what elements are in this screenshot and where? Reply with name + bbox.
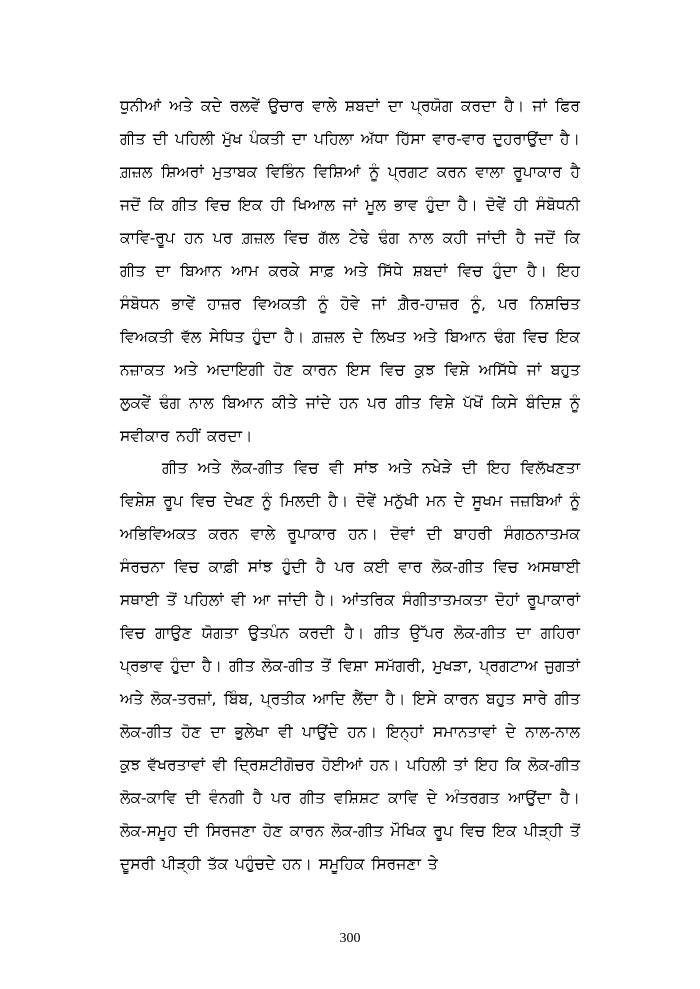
body-paragraph-1: ਧੁਨੀਆਂ ਅਤੇ ਕਦੇ ਰਲਵੇਂ ਉਚਾਰ ਵਾਲੇ ਸ਼ਬਦਾਂ ਦਾ ਪ੍ਰਯੋਗ ਕਰਦਾ ਹੈ। ਜਾਂ ਫਿਰ ਗੀਤ ਦੀ ਪਹਿਲੀ ਮੁੱਖ ਪੰਕਤੀ ਦਾ ਪਹਿਲਾ ਅੱਧਾ ਹਿੱਸਾ ਵਾਰ-ਵਾਰ ਦੁਹਰਾਉਂਦਾ ਹੈ। ਗ਼ਜ਼ਲ ਸ਼ਿਅਰਾਂ ਮੁਤਾਬਕ ਵਿਭਿੰਨ ਵਿਸ਼ਿਆਂ ਨੂੰ ਪ੍ਰਗਟ ਕਰਨ ਵਾਲਾ ਰੂਪਾਕਾਰ ਹੈ ਜਦੋਂ ਕਿ ਗੀਤ ਵਿਚ ਇਕ ਹੀ ਖਿਆਲ ਜਾਂ ਮੂਲ ਭਾਵ ਹੁੰਦਾ ਹੈ। ਦੋਵੇਂ ਹੀ ਸੰਬੋਧਨੀ ਕਾਵਿ-ਰੂਪ ਹਨ ਪਰ ਗ਼ਜ਼ਲ ਵਿਚ ਗੱਲ ਟੇਢੇ ਢੰਗ ਨਾਲ ਕਹੀ ਜਾਂਦੀ ਹੈ ਜਦੋਂ ਕਿ ਗੀਤ ਦਾ ਬਿਆਨ ਆਮ ਕਰਕੇ ਸਾਫ਼ ਅਤੇ ਸਿੱਧੇ ਸ਼ਬਦਾਂ ਵਿਚ ਹੁੰਦਾ ਹੈ। ਇਹ ਸੰਬੋਧਨ ਭਾਵੇਂ ਹਾਜ਼ਰ ਵਿਅਕਤੀ ਨੂੰ ਹੋਵੇ ਜਾਂ ਗ਼ੈਰ-ਹਾਜ਼ਰ ਨੂੰ, ਪਰ ਨਿਸ਼ਚਿਤ ਵਿਅਕਤੀ ਵੱਲ ਸੇਧਿਤ ਹੁੰਦਾ ਹੈ। ਗ਼ਜ਼ਲ ਦੇ ਲਿਖਤ ਅਤੇ ਬਿਆਨ ਢੰਗ ਵਿਚ ਇਕ ਨਜ਼ਾਕਤ ਅਤੇ ਅਦਾਇਗੀ ਹੋਣ ਕਾਰਨ ਇਸ ਵਿਚ ਕੁਝ ਵਿਸ਼ੇ ਅਸਿੱਧੇ ਜਾਂ ਬਹੁਤ ਲੁਕਵੇਂ ਢੰਗ ਨਾਲ ਬਿਆਨ ਕੀਤੇ ਜਾਂਦੇ ਹਨ ਪਰ ਗੀਤ ਵਿਸ਼ੇ ਪੱਖੋਂ ਕਿਸੇ ਬੰਦਿਸ਼ ਨੂੰ ਸਵੀਕਾਰ ਨਹੀਂ ਕਰਦਾ। — [120, 97, 580, 445]
page-number: 300 — [339, 931, 361, 946]
body-paragraph-2: ਗੀਤ ਅਤੇ ਲੋਕ-ਗੀਤ ਵਿਚ ਵੀ ਸਾਂਝ ਅਤੇ ਨਖੇੜੇ ਦੀ ਇਹ ਵਿਲੱਖਣਤਾ ਵਿਸ਼ੇਸ਼ ਰੂਪ ਵਿਚ ਦੇਖਣ ਨੂੰ ਮਿਲਦੀ ਹੈ। ਦੋਵੇਂ ਮਨੁੱਖੀ ਮਨ ਦੇ ਸੂਖਮ ਜਜ਼ਬਿਆਂ ਨੂੰ ਅਭਿਵਿਅਕਤ ਕਰਨ ਵਾਲੇ ਰੂਪਾਕਾਰ ਹਨ। ਦੋਵਾਂ ਦੀ ਬਾਹਰੀ ਸੰਗਠਨਾਤਮਕ ਸੰਰਚਨਾ ਵਿਚ ਕਾਫ਼ੀ ਸਾਂਝ ਹੁੰਦੀ ਹੈ ਪਰ ਕਈ ਵਾਰ ਲੋਕ-ਗੀਤ ਵਿਚ ਅਸਥਾਈ ਸਥਾਈ ਤੋਂ ਪਹਿਲਾਂ ਵੀ ਆ ਜਾਂਦੀ ਹੈ। ਆਂਤਰਿਕ ਸੰਗੀਤਾਤਮਕਤਾ ਦੋਹਾਂ ਰੂਪਾਕਾਰਾਂ ਵਿਚ ਗਾਉਣ ਯੋਗਤਾ ਉਤਪੰਨ ਕਰਦੀ ਹੈ। ਗੀਤ ਉੱਪਰ ਲੋਕ-ਗੀਤ ਦਾ ਗਹਿਰਾ ਪ੍ਰਭਾਵ ਹੁੰਦਾ ਹੈ। ਗੀਤ ਲੋਕ-ਗੀਤ ਤੋਂ ਵਿਸ਼ਾ ਸਮੱਗਰੀ, ਮੁਖੜਾ, ਪ੍ਰਗਟਾਅ ਜੁਗਤਾਂ ਅਤੇ ਲੋਕ-ਤਰਜ਼ਾਂ, ਬਿੰਬ, ਪ੍ਰਤੀਕ ਆਦਿ ਲੈਂਦਾ ਹੈ। ਇਸੇ ਕਾਰਨ ਬਹੁਤ ਸਾਰੇ ਗੀਤ ਲੋਕ-ਗੀਤ ਹੋਣ ਦਾ ਭੁਲੇਖਾ ਵੀ ਪਾਉਂਦੇ ਹਨ। ਇਨ੍ਹਾਂ ਸਮਾਨਤਾਵਾਂ ਦੇ ਨਾਲ-ਨਾਲ ਕੁਝ ਵੱਖਰਤਾਵਾਂ ਵੀ ਦ੍ਰਿਸ਼ਟੀਗੋਚਰ ਹੋਈਆਂ ਹਨ। ਪਹਿਲੀ ਤਾਂ ਇਹ ਕਿ ਲੋਕ-ਗੀਤ ਲੋਕ-ਕਾਵਿ ਦੀ ਵੰਨਗੀ ਹੈ ਪਰ ਗੀਤ ਵਸ਼ਿਸ਼ਟ ਕਾਵਿ ਦੇ ਅੰਤਰਗਤ ਆਉਂਦਾ ਹੈ। ਲੋਕ-ਸਮੂਹ ਦੀ ਸਿਰਜਣਾ ਹੋਣ ਕਾਰਨ ਲੋਕ-ਗੀਤ ਮੌਖਿਕ ਰੂਪ ਵਿਚ ਇਕ ਪੀੜ੍ਹੀ ਤੋਂ ਦੂਸਰੀ ਪੀੜ੍ਹੀ ਤੱਕ ਪਹੁੰਚਦੇ ਹਨ। ਸਮੂਹਿਕ ਸਿਰਜਣਾ ਤੇ — [120, 459, 580, 873]
